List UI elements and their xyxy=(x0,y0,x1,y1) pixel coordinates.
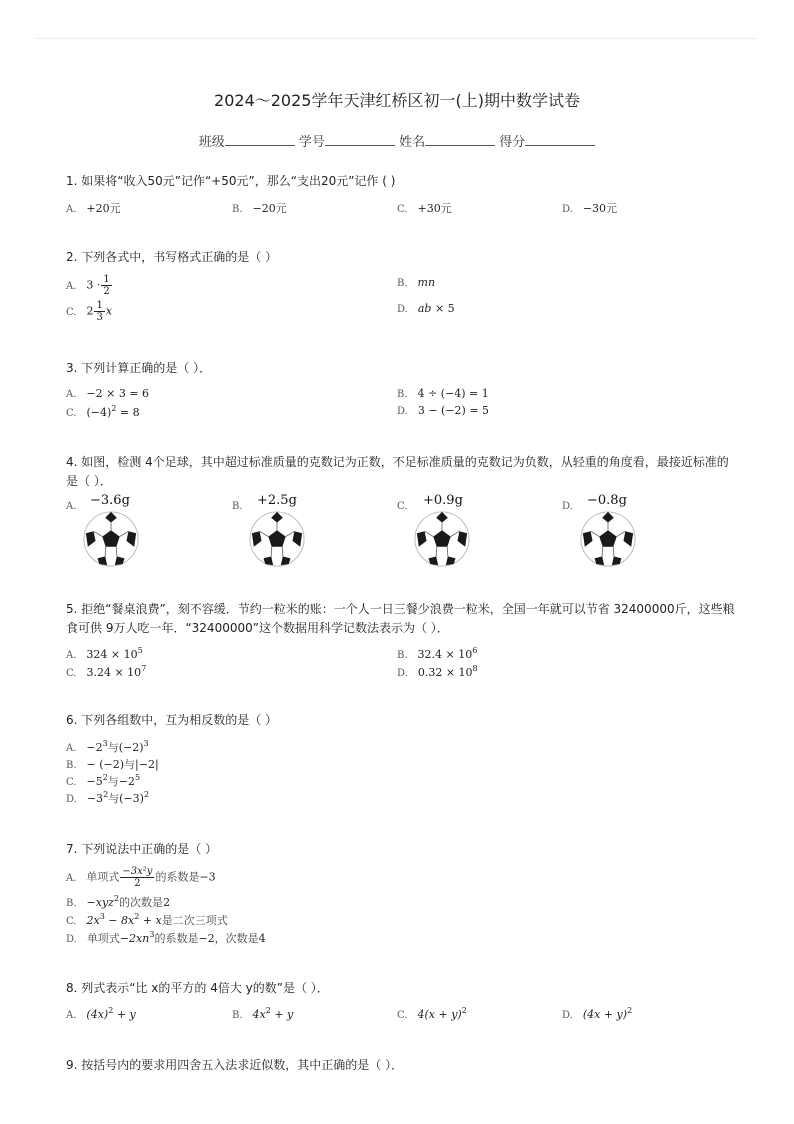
q6-option-d[interactable]: D. $-3^2$与$(-3)^2$ xyxy=(66,790,150,805)
question-2: 2. 下列各式中，书写格式正确的是（ ） xyxy=(66,250,278,264)
q4-option-d[interactable]: D. xyxy=(562,501,573,512)
name-label: 姓名 xyxy=(399,135,426,150)
q2-c-fraction: $\frac{1}{3}$ xyxy=(96,300,103,323)
q4-option-b[interactable]: B. xyxy=(232,501,243,512)
q2-option-b[interactable]: B. mn xyxy=(397,276,436,289)
q8-option-c[interactable]: C. $4(x + y)^2$ xyxy=(397,1006,467,1021)
q1-option-a[interactable]: A. +20元 xyxy=(66,202,121,215)
q4-d-value: −0.8g xyxy=(587,493,627,508)
question-8: 8. 列式表示“比 x的平方的 4倍大 y的数”是（ ）． xyxy=(66,981,329,995)
question-6: 6. 下列各组数中，互为相反数的是（ ） xyxy=(66,713,278,727)
q7-option-c[interactable]: C. $2x^3 - 8x^2 + x$是二次三项式 xyxy=(66,912,228,927)
q3-option-b[interactable]: B. 4 ÷ (−4) = 1 xyxy=(397,387,489,400)
name-blank[interactable] xyxy=(425,133,495,146)
page-title: 2024～2025学年天津红桥区初一(上)期中数学试卷 xyxy=(214,91,580,110)
q2-a-fraction: $\frac{1}{2}$ xyxy=(103,274,110,297)
q1-option-d[interactable]: D. −30元 xyxy=(562,202,618,215)
soccer-ball-icon xyxy=(248,510,306,568)
q5-option-d[interactable]: D. $0.32 \times 10^8$ xyxy=(397,664,478,679)
q5-option-c[interactable]: C. $3.24 \times 10^7$ xyxy=(66,664,147,679)
q5-option-b[interactable]: B. $32.4 \times 10^6$ xyxy=(397,646,478,661)
q6-option-b[interactable]: B. − (−2)与|−2| xyxy=(66,758,159,771)
q4-option-c[interactable]: C. xyxy=(397,501,408,512)
question-5: 5. 拒绝“餐桌浪费”，刻不容缓．节约一粒米的账：一个人一日三餐少浪费一粒米，全国一年就可以节省 32400000斤，这些粮食可供 9万人吃一年．“32400000”这个数据用科学记数法表示为（ ）． xyxy=(66,602,735,635)
q2-option-d[interactable]: D. ab × 5 xyxy=(397,302,455,315)
q4-option-a[interactable]: A. xyxy=(66,501,77,512)
q8-option-d[interactable]: D. $(4x + y)^2$ xyxy=(562,1006,633,1021)
q1-option-b[interactable]: B. −20元 xyxy=(232,202,287,215)
q4-a-value: −3.6g xyxy=(90,493,130,508)
q7-option-b[interactable]: B. −xyz$^2$的次数是2 xyxy=(66,894,171,909)
q3-option-d[interactable]: D. 3 − (−2) = 5 xyxy=(397,404,490,417)
score-blank[interactable] xyxy=(525,133,595,146)
question-4: 4. 如图，检测 4个足球，其中超过标准质量的克数记为正数，不足标准质量的克数记为负数，从轻重的角度看，最接近标准的是（ ）． xyxy=(66,455,729,488)
soccer-ball-icon xyxy=(413,510,471,568)
number-label: 学号 xyxy=(298,135,325,150)
soccer-ball-icon xyxy=(579,510,637,568)
q5-option-a[interactable]: A. $324 \times 10^5$ xyxy=(66,646,143,661)
q2-option-c[interactable]: C. 2 $\frac{1}{3}$ x xyxy=(66,300,113,323)
q4-c-value: +0.9g xyxy=(423,493,463,508)
question-3: 3. 下列计算正确的是（ ）． xyxy=(66,361,212,375)
q2-option-a[interactable]: A. 3 · $\frac{1}{2}$ xyxy=(66,274,110,297)
q6-option-a[interactable]: A. $-2^3$与$(-2)^3$ xyxy=(66,739,149,754)
class-blank[interactable] xyxy=(225,133,295,146)
number-blank[interactable] xyxy=(325,133,395,146)
q8-option-a[interactable]: A. $(4x)^2 + y$ xyxy=(66,1006,136,1021)
class-label: 班级 xyxy=(198,135,225,150)
question-1: 1. 如果将“收入50元”记作“+50元”，那么“支出20元”记作 ( ) xyxy=(66,174,396,188)
question-9: 9. 按括号内的要求用四舍五入法求近似数，其中正确的是（ ）． xyxy=(66,1058,404,1072)
q3-option-a[interactable]: A. −2 × 3 = 6 xyxy=(66,387,150,400)
q7-option-d[interactable]: D. 单项式$-2xn^3$的系数是−2，次数是4 xyxy=(66,930,266,945)
question-7: 7. 下列说法中正确的是（ ） xyxy=(66,842,218,856)
q8-option-b[interactable]: B. $4x^2 + y$ xyxy=(232,1006,294,1021)
score-label: 得分 xyxy=(499,135,526,150)
q7-a-fraction: $\frac{\text{−3x²y}}{2}$ xyxy=(122,866,153,889)
q1-option-c[interactable]: C. +30元 xyxy=(397,202,452,215)
q4-b-value: +2.5g xyxy=(257,493,297,508)
q3-option-c[interactable]: C. $(-4)^2 = 8$ xyxy=(66,404,140,419)
header-divider xyxy=(36,38,758,39)
q7-option-a[interactable]: A. 单项式 $\frac{\text{−3x²y}}{2}$ 的系数是−3 xyxy=(66,866,216,889)
q6-option-c[interactable]: C. $-5^2$与$-2^5$ xyxy=(66,773,141,788)
student-info-line xyxy=(0,131,794,150)
soccer-ball-icon xyxy=(82,510,140,568)
